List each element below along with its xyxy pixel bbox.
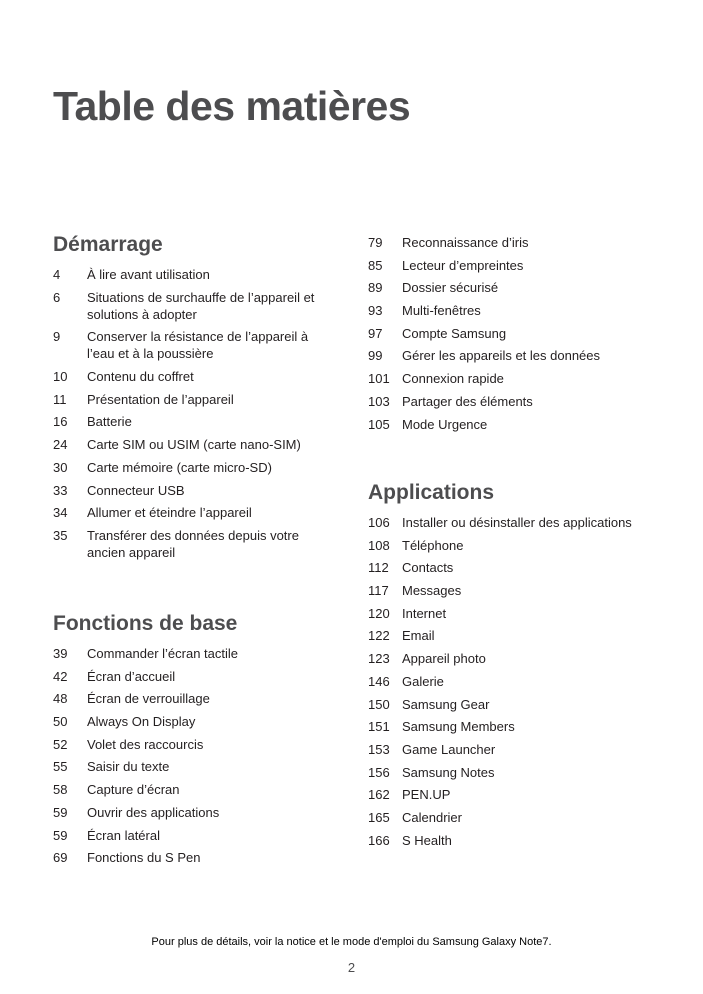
page-number: 2 xyxy=(347,960,356,975)
toc-entry[interactable] xyxy=(53,690,328,707)
toc-entry-page-number: 120 xyxy=(368,605,390,621)
toc-entry-title: À lire avant utilisation xyxy=(87,267,210,282)
toc-entry-title: Samsung Members xyxy=(402,719,515,735)
toc-entry[interactable] xyxy=(368,393,668,410)
toc-entry-page-number: 108 xyxy=(368,537,390,553)
toc-entry-page-number: 6 xyxy=(53,289,61,305)
toc-entry[interactable] xyxy=(53,289,328,323)
toc-entry[interactable] xyxy=(368,832,668,849)
toc-entry[interactable] xyxy=(53,827,328,844)
toc-entry-title: Galerie xyxy=(402,673,444,689)
toc-entry-title: Samsung Gear xyxy=(402,696,490,712)
toc-entry[interactable] xyxy=(368,582,668,599)
toc-entry-page-number: 52 xyxy=(53,736,68,752)
toc-entry-page-number: 117 xyxy=(368,583,389,599)
toc-entry[interactable] xyxy=(53,459,328,476)
toc-entry-title: Internet xyxy=(402,605,447,621)
toc-entry[interactable] xyxy=(53,328,328,362)
toc-entry[interactable] xyxy=(368,809,668,826)
toc-entry-title: Écran de verrouillage xyxy=(87,691,210,707)
toc-entry[interactable] xyxy=(53,736,328,753)
toc-entry[interactable] xyxy=(368,650,668,667)
toc-entry[interactable] xyxy=(53,482,328,499)
toc-entry-title: Fonctions du S Pen xyxy=(87,850,201,866)
toc-entry[interactable] xyxy=(368,696,668,713)
toc-entry-page-number: 112 xyxy=(368,560,389,576)
toc-entry-page-number: 146 xyxy=(368,673,390,689)
toc-entry-title: Samsung Notes xyxy=(402,764,495,780)
toc-entry-title: Dossier sécurisé xyxy=(402,280,499,296)
toc-entry-page-number: 166 xyxy=(368,832,390,848)
toc-entry[interactable] xyxy=(53,758,328,775)
toc-entry-title: Ouvrir des applications xyxy=(87,804,220,820)
toc-entry-title: Installer ou désinstaller des applications xyxy=(402,515,632,530)
toc-entry-page-number: 58 xyxy=(53,782,68,798)
toc-entry-title: Saisir du texte xyxy=(87,759,170,775)
toc-entry[interactable] xyxy=(53,804,328,821)
toc-entry[interactable] xyxy=(53,713,328,730)
section-heading-applications: Applications xyxy=(368,481,495,504)
toc-entry[interactable] xyxy=(368,370,668,387)
toc-entry[interactable] xyxy=(53,436,328,453)
toc-entry[interactable] xyxy=(368,741,668,758)
toc-entry-page-number: 4 xyxy=(53,267,61,282)
toc-entry-title: Reconnaissance d’iris xyxy=(402,235,529,250)
toc-entry-title: PEN.UP xyxy=(402,787,451,803)
toc-entry-page-number: 156 xyxy=(368,764,390,780)
toc-entry[interactable] xyxy=(368,416,668,433)
toc-entry[interactable] xyxy=(368,325,668,342)
footer-note: Pour plus de détails, voir la notice et le mode d'emploi du Samsung Galaxy Note7. xyxy=(151,936,552,948)
toc-entry-title: Always On Display xyxy=(87,714,196,730)
toc-entry-page-number: 89 xyxy=(368,280,383,296)
toc-entry[interactable] xyxy=(53,781,328,798)
toc-entry[interactable] xyxy=(53,645,328,662)
toc-entry-page-number: 105 xyxy=(368,416,390,432)
toc-entry-page-number: 50 xyxy=(53,714,68,730)
toc-entry-page-number: 122 xyxy=(368,628,390,644)
toc-entry-title: Écran d’accueil xyxy=(87,668,176,684)
toc-entry-title: Game Launcher xyxy=(402,741,496,757)
toc-entry-page-number: 69 xyxy=(53,850,68,866)
toc-entry[interactable] xyxy=(53,527,328,561)
toc-entry-title: Calendrier xyxy=(402,809,462,825)
toc-list-continued xyxy=(368,234,668,438)
toc-entry-page-number: 55 xyxy=(53,759,68,775)
section-heading-demarrage: Démarrage xyxy=(53,233,163,256)
toc-entry[interactable] xyxy=(368,559,668,576)
toc-list-fonctions-de-base xyxy=(53,645,328,872)
toc-entry-title: Conserver la résistance de l’appareil à l’eau et à la poussière xyxy=(87,329,309,362)
toc-entry-title: Situations de surchauffe de l’appareil et solutions à adopter xyxy=(87,289,315,322)
toc-entry-page-number: 16 xyxy=(53,414,68,430)
toc-entry-page-number: 165 xyxy=(368,809,390,825)
toc-entry-title: Appareil photo xyxy=(402,651,486,667)
toc-entry-title: S Health xyxy=(402,832,452,848)
toc-entry[interactable] xyxy=(368,347,668,364)
toc-entry-title: Carte mémoire (carte micro-SD) xyxy=(87,459,272,475)
section-heading-fonctions-de-base: Fonctions de base xyxy=(53,612,238,635)
toc-entry-page-number: 106 xyxy=(368,515,390,530)
toc-entry-page-number: 34 xyxy=(53,505,68,521)
toc-entry-page-number: 162 xyxy=(368,787,390,803)
toc-entry[interactable] xyxy=(368,234,668,251)
toc-entry-page-number: 151 xyxy=(368,719,390,735)
toc-entry-title: Mode Urgence xyxy=(402,416,488,432)
toc-entry-title: Email xyxy=(402,628,435,644)
toc-entry-title: Messages xyxy=(402,583,462,599)
toc-entry-page-number: 11 xyxy=(53,391,67,407)
toc-entry-title: Multi-fenêtres xyxy=(402,303,481,319)
toc-entry-page-number: 10 xyxy=(53,369,68,385)
toc-entry-page-number: 123 xyxy=(368,651,390,667)
toc-entry-title: Capture d’écran xyxy=(87,782,180,798)
toc-entry-title: Écran latéral xyxy=(87,827,160,843)
toc-entry-title: Transférer des données depuis votre ancien appareil xyxy=(87,527,299,560)
toc-entry[interactable] xyxy=(53,668,328,685)
toc-entry[interactable] xyxy=(368,673,668,690)
toc-entry-title: Volet des raccourcis xyxy=(87,736,204,752)
toc-entry-page-number: 39 xyxy=(53,646,68,661)
toc-entry-title: Connecteur USB xyxy=(87,482,185,498)
toc-entry-page-number: 24 xyxy=(53,437,68,453)
toc-entry-page-number: 150 xyxy=(368,696,390,712)
toc-list-applications xyxy=(368,514,668,854)
toc-entry-page-number: 33 xyxy=(53,482,68,498)
toc-entry[interactable] xyxy=(368,257,668,274)
toc-entry-title: Commander l’écran tactile xyxy=(87,646,239,661)
toc-entry[interactable] xyxy=(53,368,328,385)
toc-entry-title: Partager des éléments xyxy=(402,393,533,409)
toc-entry-title: Gérer les appareils et les données xyxy=(402,348,601,364)
toc-entry-page-number: 79 xyxy=(368,235,383,250)
toc-entry-title: Présentation de l’appareil xyxy=(87,391,234,407)
toc-entry[interactable] xyxy=(53,849,328,866)
toc-entry[interactable] xyxy=(368,302,668,319)
toc-entry-page-number: 30 xyxy=(53,459,68,475)
toc-entry[interactable] xyxy=(368,627,668,644)
toc-entry-page-number: 59 xyxy=(53,804,68,820)
toc-entry-page-number: 97 xyxy=(368,325,383,341)
toc-entry-page-number: 9 xyxy=(53,329,61,345)
toc-entry-page-number: 101 xyxy=(368,371,390,387)
toc-entry-title: Batterie xyxy=(87,414,132,430)
toc-entry[interactable] xyxy=(368,605,668,622)
toc-entry-title: Contacts xyxy=(402,560,454,576)
toc-entry-title: Allumer et éteindre l’appareil xyxy=(87,505,252,521)
toc-entry[interactable] xyxy=(368,786,668,803)
toc-entry-page-number: 42 xyxy=(53,668,68,684)
toc-entry-title: Connexion rapide xyxy=(402,371,504,387)
toc-entry[interactable] xyxy=(53,391,328,408)
toc-entry-title: Carte SIM ou USIM (carte nano-SIM) xyxy=(87,437,301,453)
toc-entry-page-number: 35 xyxy=(53,527,68,543)
toc-entry-title: Téléphone xyxy=(402,537,464,553)
toc-entry-page-number: 85 xyxy=(368,257,383,273)
toc-entry-page-number: 99 xyxy=(368,348,383,364)
toc-entry-title: Lecteur d’empreintes xyxy=(402,257,524,273)
toc-entry[interactable] xyxy=(53,413,328,430)
page-title: Table des matières xyxy=(53,83,411,129)
toc-entry-page-number: 59 xyxy=(53,827,68,843)
toc-entry[interactable] xyxy=(368,537,668,554)
toc-entry[interactable] xyxy=(368,514,668,531)
toc-entry[interactable] xyxy=(368,718,668,735)
toc-entry[interactable] xyxy=(53,504,328,521)
toc-entry-title: Contenu du coffret xyxy=(87,369,194,385)
toc-entry[interactable] xyxy=(368,764,668,781)
toc-entry-title: Compte Samsung xyxy=(402,325,507,341)
toc-entry-page-number: 103 xyxy=(368,393,390,409)
toc-list-demarrage xyxy=(53,266,328,567)
toc-entry-page-number: 48 xyxy=(53,691,68,707)
toc-entry-page-number: 93 xyxy=(368,303,383,319)
toc-entry[interactable] xyxy=(368,279,668,296)
toc-entry[interactable] xyxy=(53,266,328,283)
toc-entry-page-number: 153 xyxy=(368,741,390,757)
